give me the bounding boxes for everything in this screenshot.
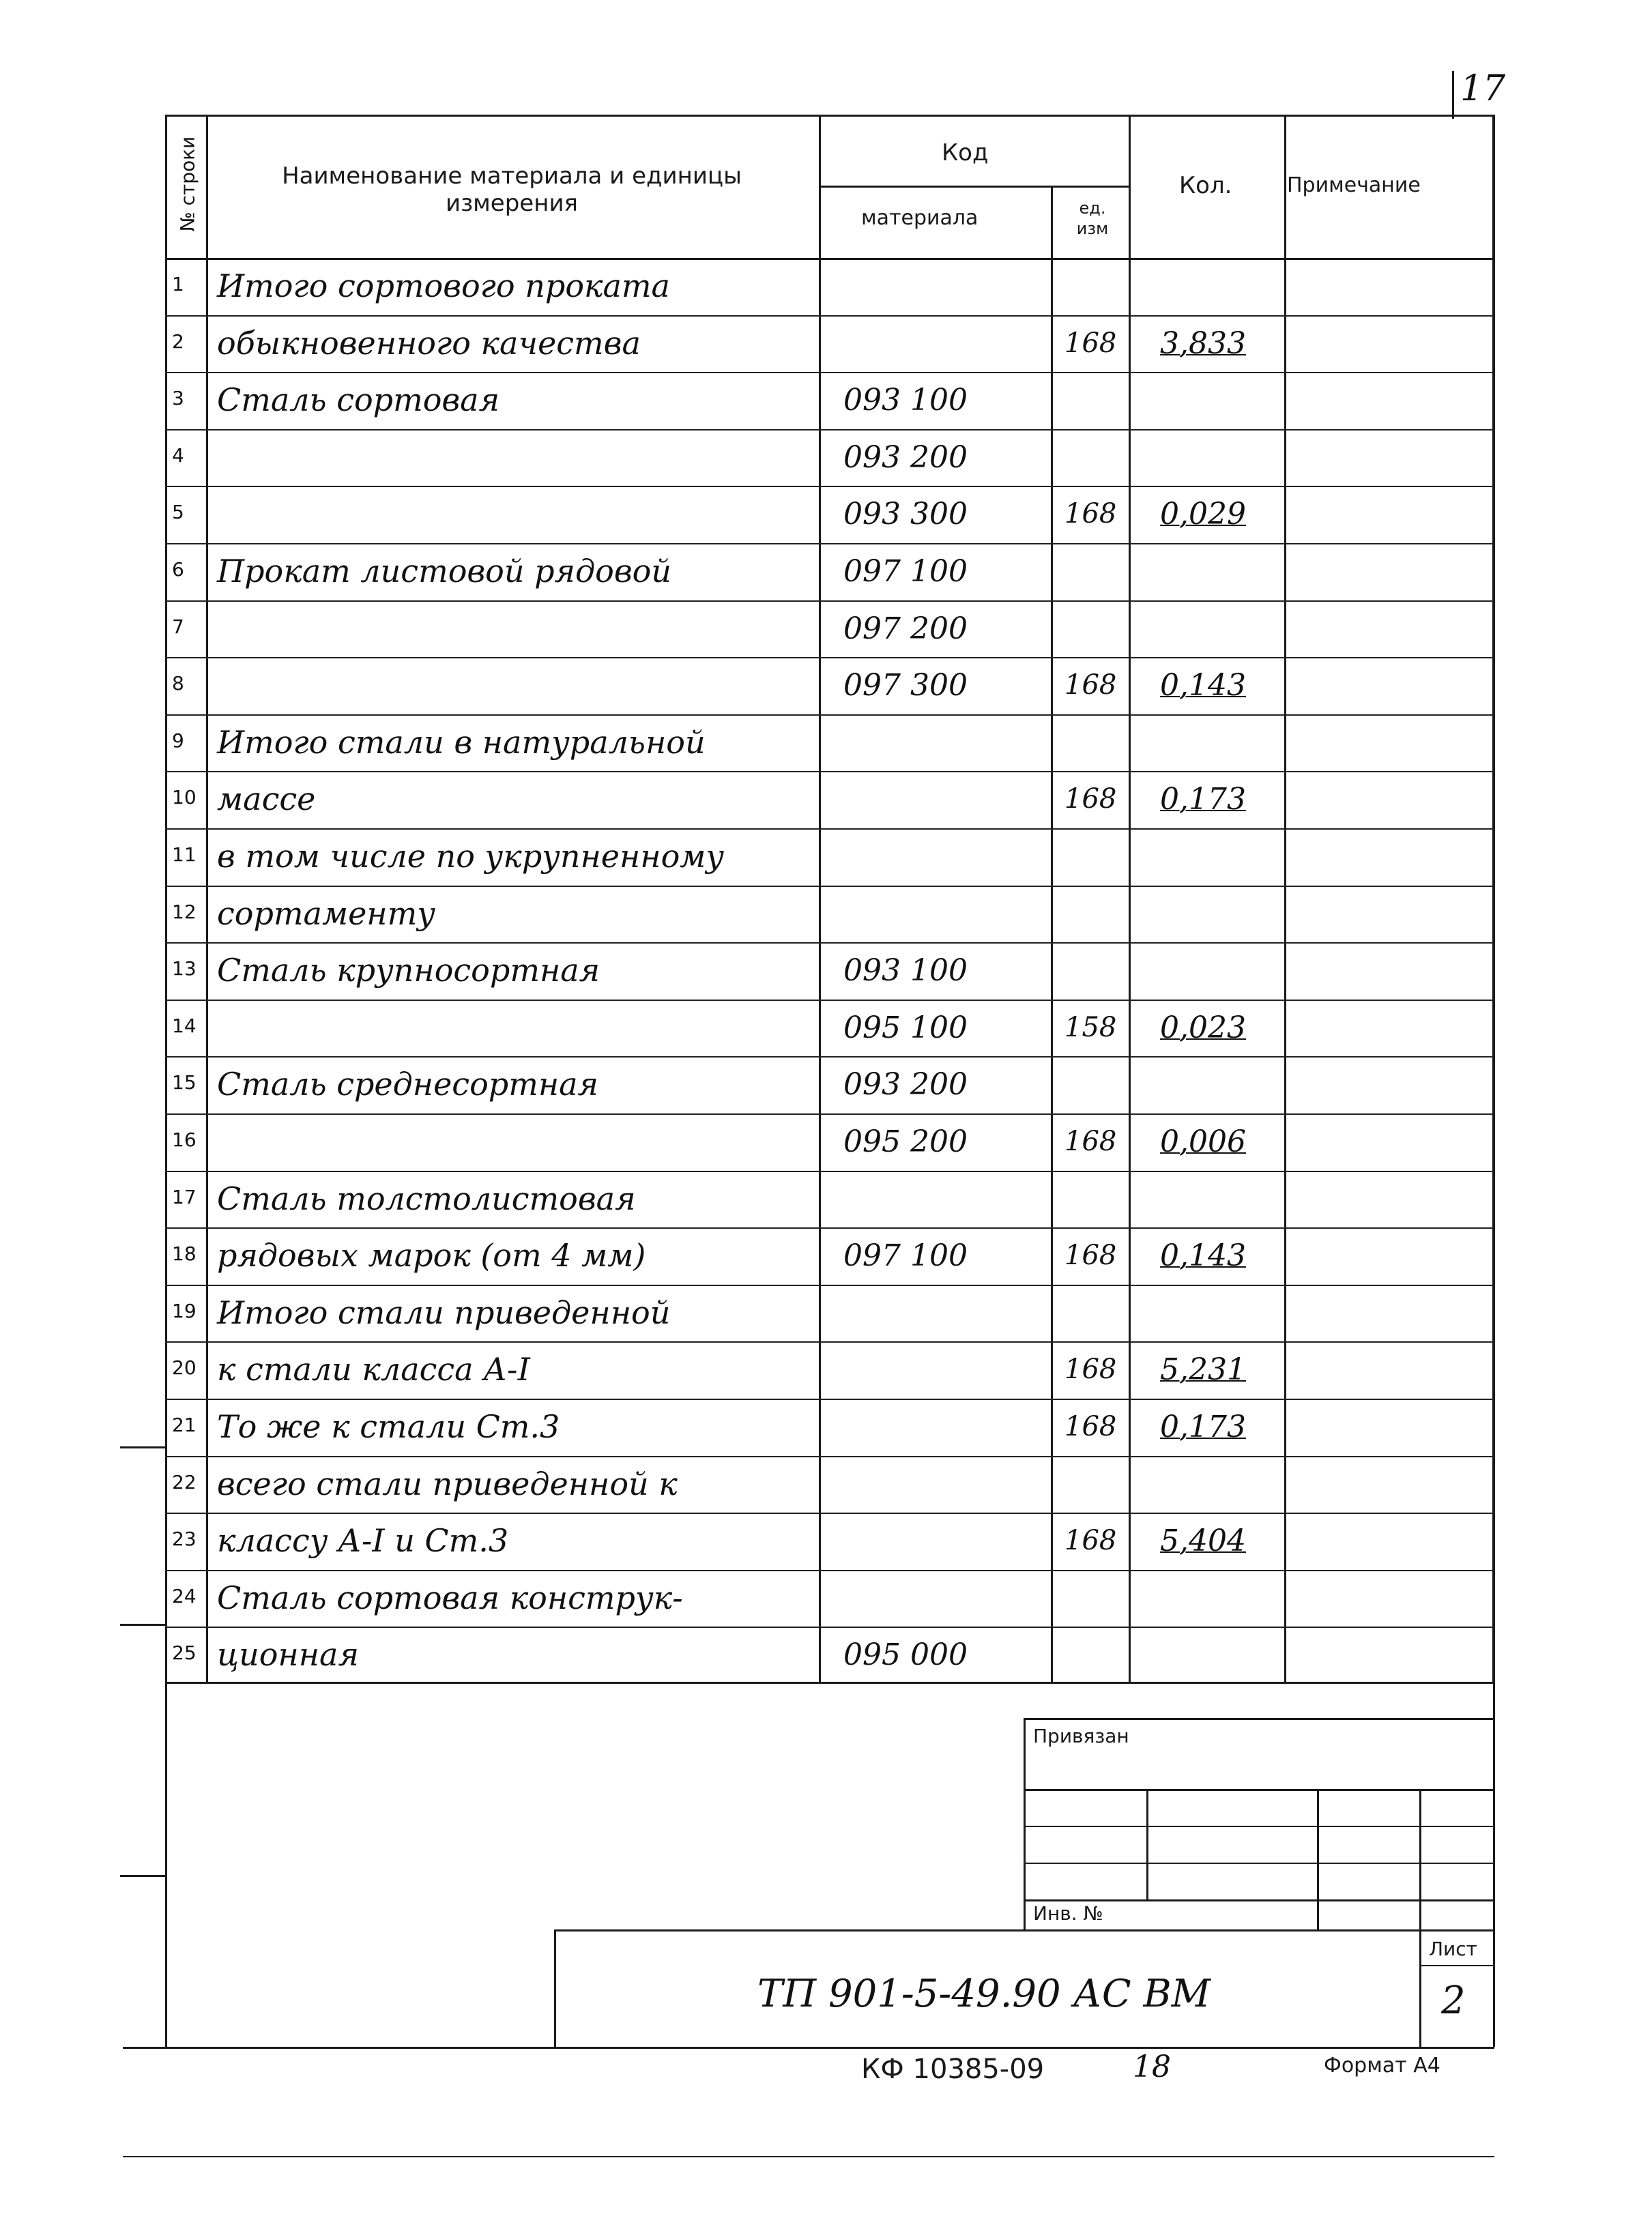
row-name: Итого сортового проката xyxy=(217,267,670,304)
row-unit-code: 158 xyxy=(1064,1011,1117,1043)
page-number-top: 17 xyxy=(1460,68,1506,109)
row-number: 16 xyxy=(172,1128,197,1151)
row-number: 18 xyxy=(172,1242,197,1266)
row-number: 1 xyxy=(172,273,184,295)
row-name: массе xyxy=(217,781,316,818)
row-unit-code: 168 xyxy=(1064,1525,1117,1557)
row-number: 6 xyxy=(172,558,184,581)
row-quantity: 0,143 xyxy=(1160,668,1246,703)
row-name: Прокат листовой рядовой xyxy=(217,553,671,589)
row-unit-code: 168 xyxy=(1064,1354,1117,1386)
row-unit-code: 168 xyxy=(1064,498,1117,530)
sheet-bottom-border xyxy=(123,2047,1494,2049)
col-line-rowno xyxy=(206,115,208,1684)
footer-format: Формат А4 xyxy=(1324,2054,1440,2078)
header-code: Код xyxy=(942,139,989,166)
row-divider xyxy=(165,1056,1494,1058)
col-line-code xyxy=(1051,186,1053,1684)
row-number: 5 xyxy=(172,501,184,524)
row-quantity: 0,173 xyxy=(1160,782,1246,817)
stamp-div-2 xyxy=(1317,1789,1319,1929)
row-divider xyxy=(165,1000,1494,1001)
row-material-code: 095 100 xyxy=(843,1010,968,1045)
row-material-code: 095 000 xyxy=(843,1637,968,1673)
row-quantity: 0,173 xyxy=(1160,1410,1246,1444)
row-name: То же к стали Ст.3 xyxy=(217,1408,560,1445)
stamp-inv-no: Инв. № xyxy=(1033,1902,1103,1925)
row-name: Итого стали в натуральной xyxy=(217,723,706,761)
row-divider xyxy=(165,1171,1494,1172)
stamp-sheet-label: Лист xyxy=(1429,1938,1477,1960)
row-unit-code: 168 xyxy=(1064,783,1117,815)
row-number: 9 xyxy=(172,729,184,752)
row-quantity: 0,006 xyxy=(1160,1124,1246,1159)
row-divider xyxy=(165,1570,1494,1571)
row-divider xyxy=(165,543,1494,544)
row-divider xyxy=(165,372,1494,373)
col-line-qty xyxy=(1284,115,1286,1684)
row-name: Итого стали приведенной xyxy=(217,1294,671,1331)
row-number: 12 xyxy=(172,900,197,923)
row-quantity: 5,404 xyxy=(1160,1524,1246,1559)
row-divider xyxy=(165,1456,1494,1457)
stamp-sheet-no: 2 xyxy=(1441,1979,1466,2023)
header-name xyxy=(273,162,751,217)
footer-order-code: КФ 10385-09 xyxy=(861,2054,1045,2085)
row-divider xyxy=(165,1513,1494,1514)
row-divider xyxy=(165,1627,1494,1628)
stamp-line-4 xyxy=(1024,1899,1494,1901)
row-name: Сталь крупносортная xyxy=(217,952,600,989)
title-block-left xyxy=(554,1929,556,2047)
row-name: Сталь сортовая конструк- xyxy=(217,1579,683,1616)
stamp-line-1 xyxy=(1024,1789,1494,1791)
row-number: 19 xyxy=(172,1299,197,1322)
row-number: 4 xyxy=(172,443,184,467)
footer-page: 18 xyxy=(1133,2050,1171,2084)
row-material-code: 097 200 xyxy=(843,611,968,646)
margin-tick-1 xyxy=(120,1446,165,1448)
row-name: сортаменту xyxy=(217,894,435,932)
row-divider xyxy=(165,942,1494,944)
row-number: 10 xyxy=(172,786,197,809)
title-block-top xyxy=(554,1929,1494,1931)
row-name: рядовых марок (от 4 мм) xyxy=(217,1237,646,1274)
row-number: 25 xyxy=(172,1642,197,1665)
row-number: 20 xyxy=(172,1356,197,1380)
stamp-div-1 xyxy=(1146,1789,1148,1899)
stamp-top xyxy=(1024,1718,1494,1720)
row-name: Сталь среднесортная xyxy=(217,1066,599,1103)
sheet-left-border xyxy=(165,115,167,2047)
row-number: 15 xyxy=(172,1071,197,1094)
row-material-code: 097 100 xyxy=(843,554,968,589)
row-quantity: 5,231 xyxy=(1160,1352,1246,1388)
header-code-split xyxy=(819,186,1129,188)
row-unit-code: 168 xyxy=(1064,327,1117,359)
row-divider xyxy=(165,771,1494,772)
stamp-designation: ТП 901-5-49.90 АС ВМ xyxy=(757,1972,1211,2016)
row-divider xyxy=(165,600,1494,602)
row-quantity: 0,023 xyxy=(1160,1010,1246,1045)
header-row-no: № строки xyxy=(176,136,199,232)
row-number: 3 xyxy=(172,387,184,410)
row-divider xyxy=(165,1227,1494,1229)
row-quantity: 0,143 xyxy=(1160,1238,1246,1274)
row-material-code: 097 100 xyxy=(843,1238,968,1274)
row-name: Сталь толстолистовая xyxy=(217,1180,636,1217)
row-divider xyxy=(165,1285,1494,1286)
header-material: материала xyxy=(861,206,979,230)
row-divider xyxy=(165,1113,1494,1115)
row-name: обыкновенного качества xyxy=(217,324,641,362)
row-number: 23 xyxy=(172,1528,197,1551)
stamp-left xyxy=(1024,1718,1026,1929)
stamp-line-2 xyxy=(1024,1826,1494,1827)
header-name-text: Наименование материала и единицы измерения xyxy=(282,162,742,217)
trim-line xyxy=(123,2156,1494,2157)
row-number: 7 xyxy=(172,615,184,638)
row-material-code: 093 200 xyxy=(843,439,968,475)
row-number: 14 xyxy=(172,1014,197,1037)
margin-tick-3 xyxy=(120,1875,165,1877)
row-number: 2 xyxy=(172,330,184,353)
row-number: 24 xyxy=(172,1584,197,1607)
row-divider xyxy=(165,486,1494,487)
row-divider xyxy=(165,1399,1494,1400)
row-divider xyxy=(165,429,1494,431)
col-line-name xyxy=(819,115,821,1684)
row-number: 22 xyxy=(172,1470,197,1493)
row-unit-code: 168 xyxy=(1064,1240,1117,1272)
row-material-code: 097 300 xyxy=(843,668,968,703)
row-divider xyxy=(165,315,1494,317)
row-name: к стали класса А-I xyxy=(217,1351,530,1388)
row-name: ционная xyxy=(217,1636,359,1674)
top-mark-line xyxy=(1452,71,1454,119)
stamp-line-3 xyxy=(1024,1863,1494,1864)
row-divider xyxy=(165,657,1494,658)
row-unit-code: 168 xyxy=(1064,1411,1117,1442)
header-qty: Кол. xyxy=(1179,172,1232,199)
header-unit: ед. изм xyxy=(1076,199,1109,238)
title-block-sheet-line xyxy=(1419,1965,1494,1966)
row-quantity: 3,833 xyxy=(1160,325,1246,361)
margin-tick-2 xyxy=(120,1624,165,1626)
row-quantity: 0,029 xyxy=(1160,497,1246,532)
header-note: Примечание xyxy=(1287,173,1421,197)
row-unit-code: 168 xyxy=(1064,669,1117,701)
header-bottom xyxy=(165,258,1494,260)
row-number: 11 xyxy=(172,843,197,866)
stamp-privyazan: Привязан xyxy=(1033,1725,1129,1747)
title-block-sheet-div xyxy=(1419,1929,1421,2047)
row-divider xyxy=(165,1341,1494,1343)
row-number: 21 xyxy=(172,1414,197,1436)
col-line-unit xyxy=(1129,115,1131,1684)
row-number: 8 xyxy=(172,672,184,695)
row-divider xyxy=(165,828,1494,830)
row-name: классу А-I и Ст.3 xyxy=(217,1522,509,1560)
row-name: Сталь сортовая xyxy=(217,381,500,419)
row-material-code: 093 300 xyxy=(843,497,968,532)
stamp-div-3 xyxy=(1419,1789,1421,1929)
row-unit-code: 168 xyxy=(1064,1126,1117,1157)
row-material-code: 093 100 xyxy=(843,383,968,418)
row-number: 13 xyxy=(172,957,197,980)
row-name: в том числе по укрупненному xyxy=(217,838,725,875)
row-divider xyxy=(165,714,1494,716)
row-number: 17 xyxy=(172,1185,197,1208)
row-name: всего стали приведенной к xyxy=(217,1465,678,1502)
row-material-code: 093 100 xyxy=(843,953,968,989)
row-material-code: 093 200 xyxy=(843,1067,968,1103)
sheet-right-border xyxy=(1493,115,1495,2047)
row-divider xyxy=(165,886,1494,887)
row-material-code: 095 200 xyxy=(843,1124,968,1159)
